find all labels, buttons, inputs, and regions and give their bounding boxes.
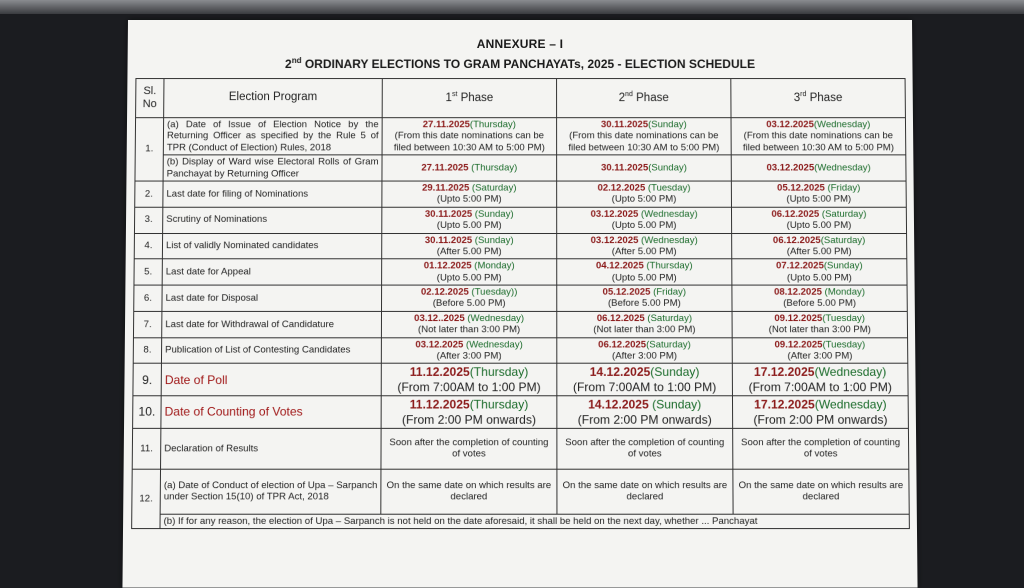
row-sl: 11.	[132, 428, 161, 469]
date-text: 29.11.2025	[422, 182, 470, 194]
weekday-text: (Friday)	[824, 182, 861, 194]
row-sl: 1.	[135, 118, 164, 181]
phase-1-cell	[382, 181, 557, 207]
phase-3-cell	[732, 233, 907, 259]
date-text: 30.11.2025	[600, 119, 649, 131]
date-text: 03.12..2025	[414, 312, 465, 324]
phase-1-cell	[381, 337, 556, 363]
weekday-text: (Saturday)	[820, 234, 866, 246]
phase-1-cell	[382, 118, 557, 155]
header-row	[136, 79, 906, 118]
time-note: (After 3:00 PM)	[787, 350, 853, 362]
phase-1-cell: 11.12.2025(Thursday) (From 7:00AM to 1:00 PM)	[381, 364, 557, 396]
weekday-text: (Wednesday)	[813, 119, 871, 131]
phase-1-cell: On the same date on which results are declared	[381, 469, 557, 514]
time-note: (Upto 5.00 PM)	[786, 219, 852, 232]
phase-1-cell	[381, 311, 556, 337]
date-text: 09.12.2025	[774, 338, 823, 351]
row-sl: 2.	[135, 181, 163, 207]
phase-2-cell	[557, 285, 732, 311]
annexure-label: ANNEXURE – I	[476, 36, 564, 52]
header-sl: Sl. No	[136, 79, 164, 118]
date-text: 03.12.2025	[415, 338, 464, 351]
date-text: 04.12.2025	[595, 260, 644, 272]
weekday-text: (Saturday)	[819, 208, 867, 220]
table-row	[134, 259, 907, 285]
row-program: (a) Date of Conduct of election of Upa – Sarpanch under Section 15(10) of TPR Act, 2018	[160, 469, 381, 514]
phase-2-cell	[557, 155, 732, 181]
phase-2-cell: 14.12.2025 (Sunday) (From 2:00 PM onwards)	[557, 396, 733, 428]
phase-2-cell	[557, 259, 732, 285]
table-row-poll	[133, 364, 908, 396]
time-note: (From this date nominations can be filed between 10:30 AM to 5:00 PM)	[568, 130, 720, 154]
date-text: 02.12.2025	[597, 182, 646, 194]
date-text: 30.11.2025	[424, 208, 473, 220]
time-note: (After 3:00 PM)	[612, 350, 678, 362]
phase-3-cell: On the same date on which results are declared	[733, 469, 909, 514]
weekday-text: (Sunday)	[823, 260, 863, 272]
weekday-text: (Wednesday)	[638, 234, 698, 246]
phase-1-cell	[382, 207, 557, 233]
weekday-text: (Saturday)	[469, 182, 517, 194]
date-text: 27.11.2025	[422, 119, 470, 131]
document-title	[128, 56, 913, 71]
weekday-text: (Wednesday)	[638, 208, 698, 220]
time-note: (After 5.00 PM)	[611, 246, 677, 258]
table-row	[133, 337, 908, 363]
time-note: (Upto 5.00 PM)	[611, 272, 677, 284]
table-row	[134, 285, 908, 311]
phase-1-cell	[382, 259, 557, 285]
title-rest: ORDINARY ELECTIONS TO GRAM PANCHAYATs, 2025 - ELECTION SCHEDULE	[301, 57, 756, 72]
time-note: (Before 5.00 PM)	[432, 298, 506, 310]
table-row-upa-b	[132, 514, 910, 529]
time-note: (Upto 5:00 PM)	[436, 193, 502, 206]
row-sl: 4.	[134, 233, 162, 259]
row-sl: 8.	[133, 337, 161, 363]
header-program: Election Program	[164, 79, 383, 118]
date-text: 03.12.2025	[590, 208, 639, 220]
time-note: (Upto 5:00 PM)	[786, 193, 852, 206]
table-row	[135, 118, 906, 155]
weekday-text: (Tuesday))	[468, 286, 518, 298]
phase-1-cell	[382, 155, 557, 181]
row-sl: 10.	[133, 396, 162, 428]
row-program: Last date for Disposal	[162, 285, 382, 311]
row-program: Last date for Withdrawal of Candidature	[162, 311, 382, 337]
time-note: (Not later than 3:00 PM)	[768, 324, 871, 336]
weekday-text: (Sunday)	[472, 208, 514, 220]
weekday-text: (Wednesday)	[814, 162, 871, 174]
row-program: Publication of List of Contesting Candidates	[161, 337, 381, 363]
phase-3-cell	[731, 155, 906, 181]
weekday-text: (Friday)	[650, 286, 687, 298]
schedule-rows	[133, 118, 908, 364]
time-note: (Not later than 3:00 PM)	[418, 324, 521, 336]
phase-3-cell	[732, 337, 908, 363]
phase-3-cell	[731, 207, 906, 233]
weekday-text: (Tuesday)	[645, 182, 691, 194]
weekday-text: (Wednesday)	[463, 338, 523, 351]
phase-3-cell	[731, 118, 906, 155]
time-note: (Upto 5.00 PM)	[611, 219, 677, 232]
weekday-text: (Wednesday)	[464, 312, 525, 324]
row-program: Date of Counting of Votes	[161, 396, 381, 428]
table-row	[134, 207, 906, 233]
date-text: 06.12.2025	[598, 338, 647, 351]
date-text: 30.11.2025	[424, 234, 473, 246]
table-row	[135, 181, 907, 207]
phase-3-cell	[731, 181, 906, 207]
weekday-text: (Sunday)	[648, 162, 687, 174]
time-note: (Before 5.00 PM)	[783, 298, 857, 310]
phase-3-cell: Soon after the completion of counting of votes	[733, 428, 909, 469]
date-text: 05.12.2025	[777, 182, 825, 194]
title-sup: nd	[291, 56, 302, 66]
row-program: List of validly Nominated candidates	[162, 233, 381, 259]
weekday-text: (Tuesday)	[822, 312, 866, 324]
phase-2-cell	[557, 207, 732, 233]
weekday-text: (Sunday)	[472, 234, 514, 246]
date-text: 07.12.2025	[775, 260, 824, 272]
phase-2-cell	[557, 311, 732, 337]
date-text: 02.12.2025	[420, 286, 469, 298]
row-program: Scrutiny of Nominations	[163, 207, 382, 233]
phase-2-cell	[557, 233, 732, 259]
phase-3-cell: 17.12.2025(Wednesday) (From 7:00AM to 1:00 PM)	[732, 364, 908, 396]
time-note: (Upto 5.00 PM)	[436, 219, 502, 232]
date-text: 06.12.2025	[596, 312, 645, 324]
row-sl: 12.	[132, 469, 161, 529]
document-sheet	[122, 20, 917, 588]
row-sl: 5.	[134, 259, 162, 285]
time-note: (Before 5.00 PM)	[607, 298, 681, 310]
date-text: 03.12.2025	[590, 234, 639, 246]
date-text: 03.12.2025	[766, 119, 814, 131]
phase-2-cell	[557, 118, 732, 155]
header-phase-2: 2nd Phase	[557, 79, 731, 118]
row-program: Declaration of Results	[161, 428, 382, 469]
date-text: 06.12.2025	[771, 208, 820, 220]
phase-1-cell	[382, 233, 557, 259]
date-text: 01.12.2025	[423, 260, 472, 272]
phase-2-cell: 14.12.2025(Sunday) (From 7:00AM to 1:00 PM)	[557, 364, 733, 396]
date-text: 27.11.2025	[421, 162, 469, 174]
row-program: Last date for Appeal	[162, 259, 382, 285]
table-row	[134, 233, 907, 259]
date-text: 08.12.2025	[774, 286, 822, 298]
row-program: (b) Display of Ward wise Electoral Rolls of Gram Panchayat by Returning Officer	[163, 155, 382, 181]
phase-2-cell	[557, 337, 733, 363]
row-program-b: (b) If for any reason, the election of Upa – Sarpanch is not held on the date aforesaid, it shall be held on the next day, whether ... Panchayat	[160, 514, 909, 529]
weekday-text: (Thursday)	[469, 119, 516, 131]
phase-3-cell	[732, 285, 907, 311]
weekday-text: (Sunday)	[648, 119, 687, 131]
phase-3-cell	[732, 259, 907, 285]
weekday-text: (Thursday)	[468, 162, 518, 174]
weekday-text: (Tuesday)	[822, 338, 866, 351]
time-note: (From this date nominations can be filed between 10:30 AM to 5:00 PM)	[393, 130, 545, 154]
time-note: (After 5.00 PM)	[786, 246, 852, 258]
table-row-upa-a	[132, 469, 909, 514]
time-note: (Upto 5.00 PM)	[436, 272, 502, 284]
date-text: 03.12.2025	[766, 162, 815, 174]
weekday-text: (Saturday)	[644, 312, 693, 324]
background-top-light	[0, 0, 1024, 14]
date-text: 30.11.2025	[600, 162, 649, 174]
weekday-text: (Monday)	[471, 260, 515, 272]
row-sl: 3.	[134, 207, 162, 233]
weekday-text: (Saturday)	[646, 338, 691, 351]
row-program: Date of Poll	[161, 364, 381, 396]
weekday-text: (Thursday)	[643, 260, 693, 272]
schedule-table	[131, 78, 910, 529]
phase-1-cell	[382, 285, 557, 311]
date-text: 09.12.2025	[774, 312, 823, 324]
time-note: (After 5.00 PM)	[436, 246, 502, 258]
row-sl: 9.	[133, 364, 162, 396]
row-sl: 6.	[134, 285, 162, 311]
table-row-results	[132, 428, 909, 469]
phase-3-cell	[732, 311, 908, 337]
time-note: (After 3:00 PM)	[436, 350, 502, 362]
weekday-text: (Monday)	[821, 286, 866, 298]
phase-1-cell: 11.12.2025(Thursday) (From 2:00 PM onwards)	[381, 396, 557, 428]
header-phase-3: 3rd Phase	[731, 79, 906, 118]
phase-2-cell	[557, 181, 732, 207]
time-note: (From this date nominations can be filed between 10:30 AM to 5:00 PM)	[742, 130, 894, 154]
phase-2-cell: Soon after the completion of counting of votes	[557, 428, 733, 469]
row-program: Last date for filing of Nominations	[163, 181, 382, 207]
table-row	[135, 155, 906, 181]
table-row	[133, 311, 907, 337]
phase-3-cell: 17.12.2025(Wednesday) (From 2:00 PM onwards)	[732, 396, 908, 428]
time-note: (Not later than 3:00 PM)	[593, 324, 696, 336]
time-note: (Upto 5.00 PM)	[786, 272, 852, 284]
date-text: 06.12.2025	[772, 234, 821, 246]
phase-1-cell: Soon after the completion of counting of votes	[381, 428, 557, 469]
header-phase-1: 1st Phase	[382, 79, 556, 118]
title-prefix: 2	[284, 57, 292, 72]
time-note: (Upto 5:00 PM)	[611, 193, 677, 206]
phase-2-cell: On the same date on which results are declared	[557, 469, 733, 514]
date-text: 05.12.2025	[602, 286, 651, 298]
row-sl: 7.	[133, 311, 161, 337]
table-row-counting	[133, 396, 909, 428]
row-program: (a) Date of Issue of Election Notice by the Returning Officer as specified by the Rule 5 of TPR (Conduct of Election) Rules, 2018	[163, 118, 382, 155]
